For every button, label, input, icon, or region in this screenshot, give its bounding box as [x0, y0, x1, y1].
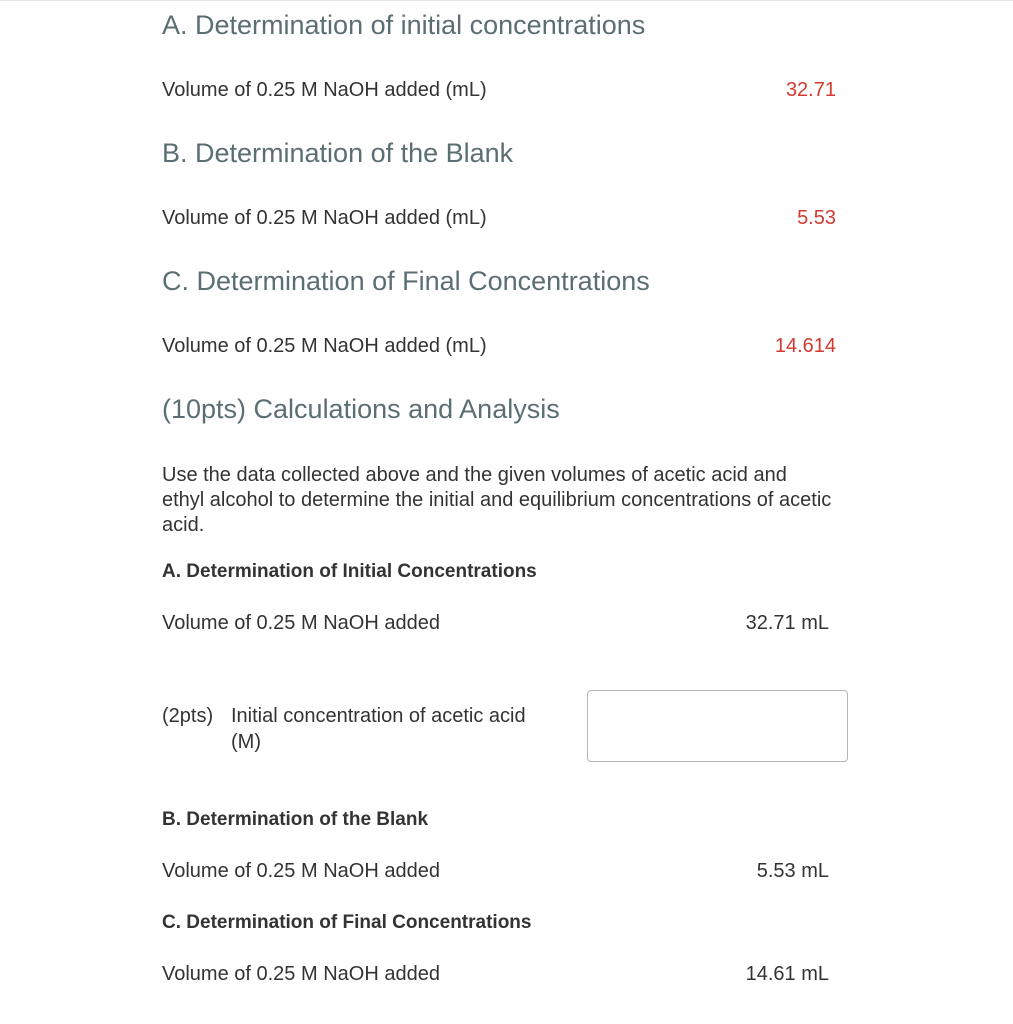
- section-a-volume-value: 32.71: [785, 79, 836, 101]
- analysis-b-volume-label: Volume of 0.25 M NaOH added: [162, 860, 440, 882]
- analysis-a-volume-value: 32.71 mL: [745, 612, 829, 634]
- analysis-b-volume-value: 5.53 mL: [756, 860, 829, 882]
- analysis-c-volume-label: Volume of 0.25 M NaOH added: [162, 963, 440, 985]
- section-c-volume-label: Volume of 0.25 M NaOH added (mL): [162, 335, 487, 357]
- analysis-a-title: A. Determination of Initial Concentrations: [162, 561, 537, 582]
- analysis-title: (10pts) Calculations and Analysis: [162, 394, 560, 424]
- question-text-line1: Initial concentration of acetic acid: [231, 705, 526, 727]
- analysis-a-volume-label: Volume of 0.25 M NaOH added: [162, 612, 440, 634]
- section-a-volume-label: Volume of 0.25 M NaOH added (mL): [162, 79, 487, 101]
- section-a-title: A. Determination of initial concentrations: [162, 10, 646, 40]
- analysis-b-title: B. Determination of the Blank: [162, 809, 429, 830]
- section-b-title: B. Determination of the Blank: [162, 138, 514, 168]
- section-c-volume-value: 14.614: [774, 335, 836, 357]
- initial-concentration-answer-input[interactable]: [587, 690, 848, 762]
- section-b-volume-label: Volume of 0.25 M NaOH added (mL): [162, 207, 487, 229]
- analysis-c-title: C. Determination of Final Concentrations: [162, 912, 532, 933]
- analysis-c-volume-value: 14.61 mL: [745, 963, 829, 985]
- question-points: (2pts): [162, 705, 214, 727]
- section-b-volume-value: 5.53: [797, 207, 836, 229]
- question-text-line2: (M): [231, 731, 261, 753]
- section-c-title: C. Determination of Final Concentrations: [162, 266, 650, 296]
- analysis-instructions: Use the data collected above and the given volumes of acetic acid and ethyl alcohol to determine the initial and equilibrium concentrations of acetic acid.: [162, 464, 832, 536]
- top-divider: [0, 0, 1013, 1]
